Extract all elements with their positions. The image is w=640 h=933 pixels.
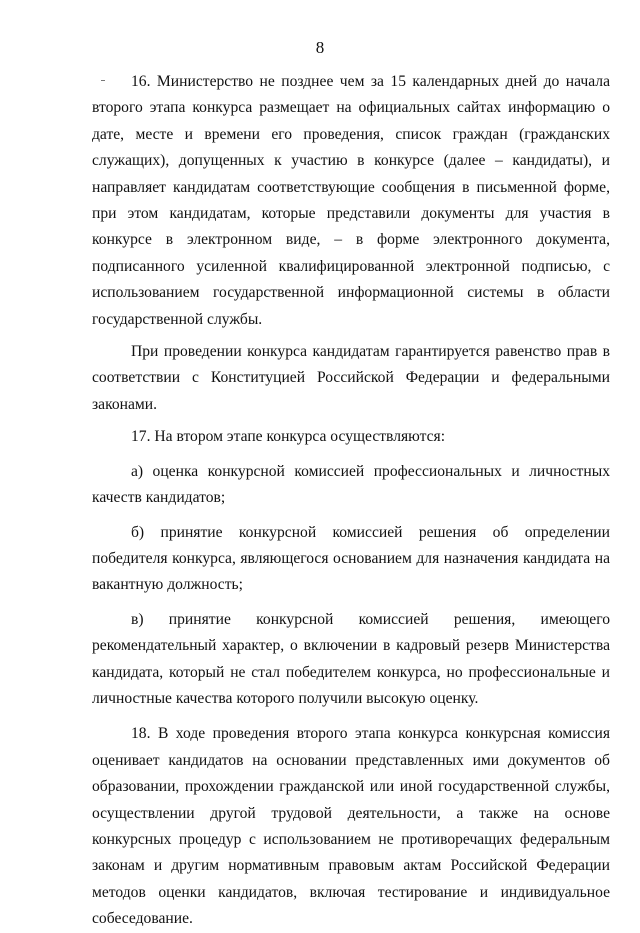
page-number: 8	[315, 38, 325, 57]
document-body	[92, 69, 610, 933]
paragraph-16: 16. Министерство не позднее чем за 15 календарных дней до начала второго этапа конкурса размещает на официальных сайтах информацию о дате, месте и времени его проведения, список граждан (гражданских служащих), допущенных к участию в конкурсе (далее – кандидаты), и направляет кандидатам соответствующие сообщения в письменной форме, при этом кандидатам, которые представили документы для участия в конкурсе в электронном виде, – в форме электронного документа, подписанного усиленной квалифицированной электронной подписью, с использованием государственной информационной системы в области государственной службы.	[92, 73, 610, 328]
paragraph-equality: При проведении конкурса кандидатам гарантируется равенство прав в соответствии с Конституцией Российской Федерации и федеральными законами.	[92, 343, 610, 413]
paragraph-17-v: в) принятие конкурсной комиссией решения, имеющего рекомендательный характер, о включении в кадровый резерв Министерства кандидата, который не стал победителем конкурса, но профессиональные и личностные качества которого получили высокую оценку.	[92, 610, 610, 707]
paragraph-17: 17. На втором этапе конкурса осуществляются:	[131, 428, 446, 446]
paragraph-17-b: б) принятие конкурсной комиссией решения об определении победителя конкурса, являющегося основанием для назначения кандидата на вакантную должность;	[92, 523, 610, 594]
paragraph-18: 18. В ходе проведения второго этапа конкурса конкурсная комиссия оценивает кандидатов на основании представленных ими документов об образовании, прохождении гражданской или иной государственной службы, осуществлении другой трудовой деятельности, а также на основе конкурсных процедур с использованием не противоречащих федеральным законам и другим нормативным правовым актам Российской Федерации методов оценки кандидатов, включая тестирование и индивидуальное собеседование.	[92, 725, 610, 928]
paragraph-17-a: а) оценка конкурсной комиссией профессиональных и личностных качеств кандидатов;	[92, 462, 610, 507]
